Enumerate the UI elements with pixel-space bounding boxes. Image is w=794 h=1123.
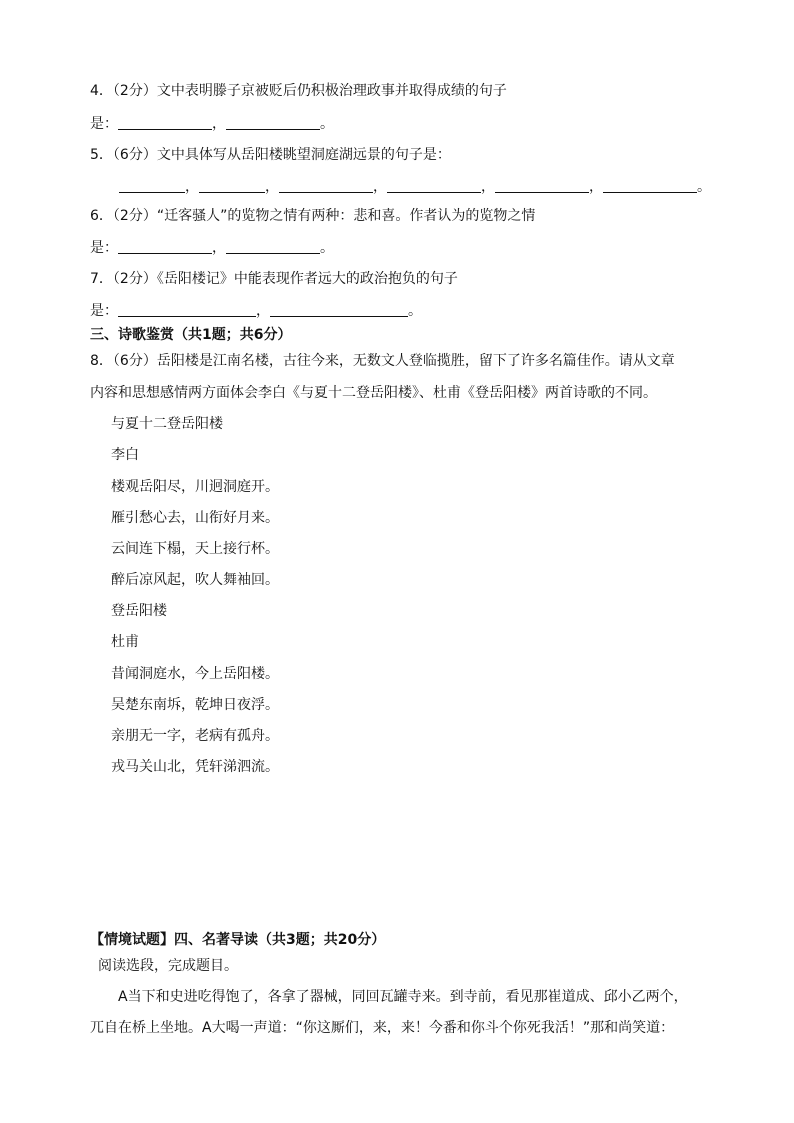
end-mark: 。 — [408, 303, 422, 319]
answer-lead: 是： — [90, 116, 118, 132]
separator: ， — [481, 179, 495, 195]
poem-2-line: 吴楚东南坼，乾坤日夜浮。 — [111, 697, 279, 713]
separator: ， — [212, 116, 226, 132]
answer-blank[interactable] — [226, 239, 320, 254]
poem-2-author: 杜甫 — [111, 634, 139, 650]
question-4-text: 4．（2分）文中表明滕子京被贬后仍积极治理政事并取得成绩的句子 — [90, 83, 507, 99]
question-7-answer-line — [90, 301, 422, 321]
poem-2-line: 戎马关山北，凭轩涕泗流。 — [111, 759, 279, 775]
separator: ， — [265, 179, 279, 195]
passage-line-2: 兀自在桥上坐地。A大喝一声道：“你这厮们，来，来！今番和你斗个你死我活！”那和尚笑道： — [90, 1020, 675, 1036]
poem-1-title: 与夏十二登岳阳楼 — [111, 416, 223, 432]
answer-lead: 是： — [90, 240, 118, 256]
separator: ， — [256, 303, 270, 319]
end-mark: 。 — [320, 116, 334, 132]
section-3-heading: 三、诗歌鉴赏（共1题；共6分） — [90, 327, 292, 343]
answer-blank[interactable] — [118, 302, 256, 317]
question-7-text: 7．（2分）《岳阳楼记》中能表现作者远大的政治抱负的句子 — [90, 271, 458, 287]
answer-blank[interactable] — [279, 178, 373, 193]
answer-blank[interactable] — [270, 302, 408, 317]
separator: ， — [589, 179, 603, 195]
poem-1-line: 云间连下榻，天上接行杯。 — [111, 541, 279, 557]
answer-blank[interactable] — [495, 178, 589, 193]
separator: ， — [185, 179, 199, 195]
poem-1-line: 醉后凉风起，吹人舞袖回。 — [111, 572, 279, 588]
poem-2-title: 登岳阳楼 — [111, 603, 167, 619]
section-4-instruction: 阅读选段，完成题目。 — [98, 958, 238, 974]
question-6-text: 6．（2分）“迁客骚人”的览物之情有两种：悲和喜。作者认为的览物之情 — [90, 208, 536, 224]
separator: ， — [212, 240, 226, 256]
answer-blank[interactable] — [119, 178, 185, 193]
answer-lead: 是： — [90, 303, 118, 319]
question-8-line-1: 8．（6分）岳阳楼是江南名楼，古往今来，无数文人登临揽胜，留下了许多名篇佳作。请从文章 — [90, 353, 675, 369]
answer-blank[interactable] — [118, 239, 212, 254]
section-4-heading: 【情境试题】四、名著导读（共3题；共20分） — [90, 932, 386, 948]
poem-1-author: 李白 — [111, 447, 139, 463]
passage-line-1: A当下和史进吃得饱了，各拿了器械，同回瓦罐寺来。到寺前，看见那崔道成、邱小乙两个， — [118, 989, 688, 1005]
answer-blank[interactable] — [603, 178, 697, 193]
poem-1-line: 楼观岳阳尽，川迥洞庭开。 — [111, 479, 279, 495]
answer-blank[interactable] — [387, 178, 481, 193]
question-8-line-2: 内容和思想感情两方面体会李白《与夏十二登岳阳楼》、杜甫《登岳阳楼》两首诗歌的不同。 — [90, 385, 657, 401]
question-5-text: 5．（6分）文中具体写从岳阳楼眺望洞庭湖远景的句子是： — [90, 147, 451, 163]
question-6-answer-line — [90, 238, 334, 258]
answer-blank[interactable] — [199, 178, 265, 193]
answer-blank[interactable] — [226, 115, 320, 130]
poem-1-line: 雁引愁心去，山衔好月来。 — [111, 510, 279, 526]
poem-2-line: 亲朋无一字，老病有孤舟。 — [111, 728, 279, 744]
end-mark: 。 — [697, 179, 711, 195]
answer-blank[interactable] — [118, 115, 212, 130]
question-4-answer-line — [90, 114, 334, 134]
poem-2-line: 昔闻洞庭水，今上岳阳楼。 — [111, 666, 279, 682]
end-mark: 。 — [320, 240, 334, 256]
question-5-answer-line — [119, 177, 711, 197]
separator: ， — [373, 179, 387, 195]
